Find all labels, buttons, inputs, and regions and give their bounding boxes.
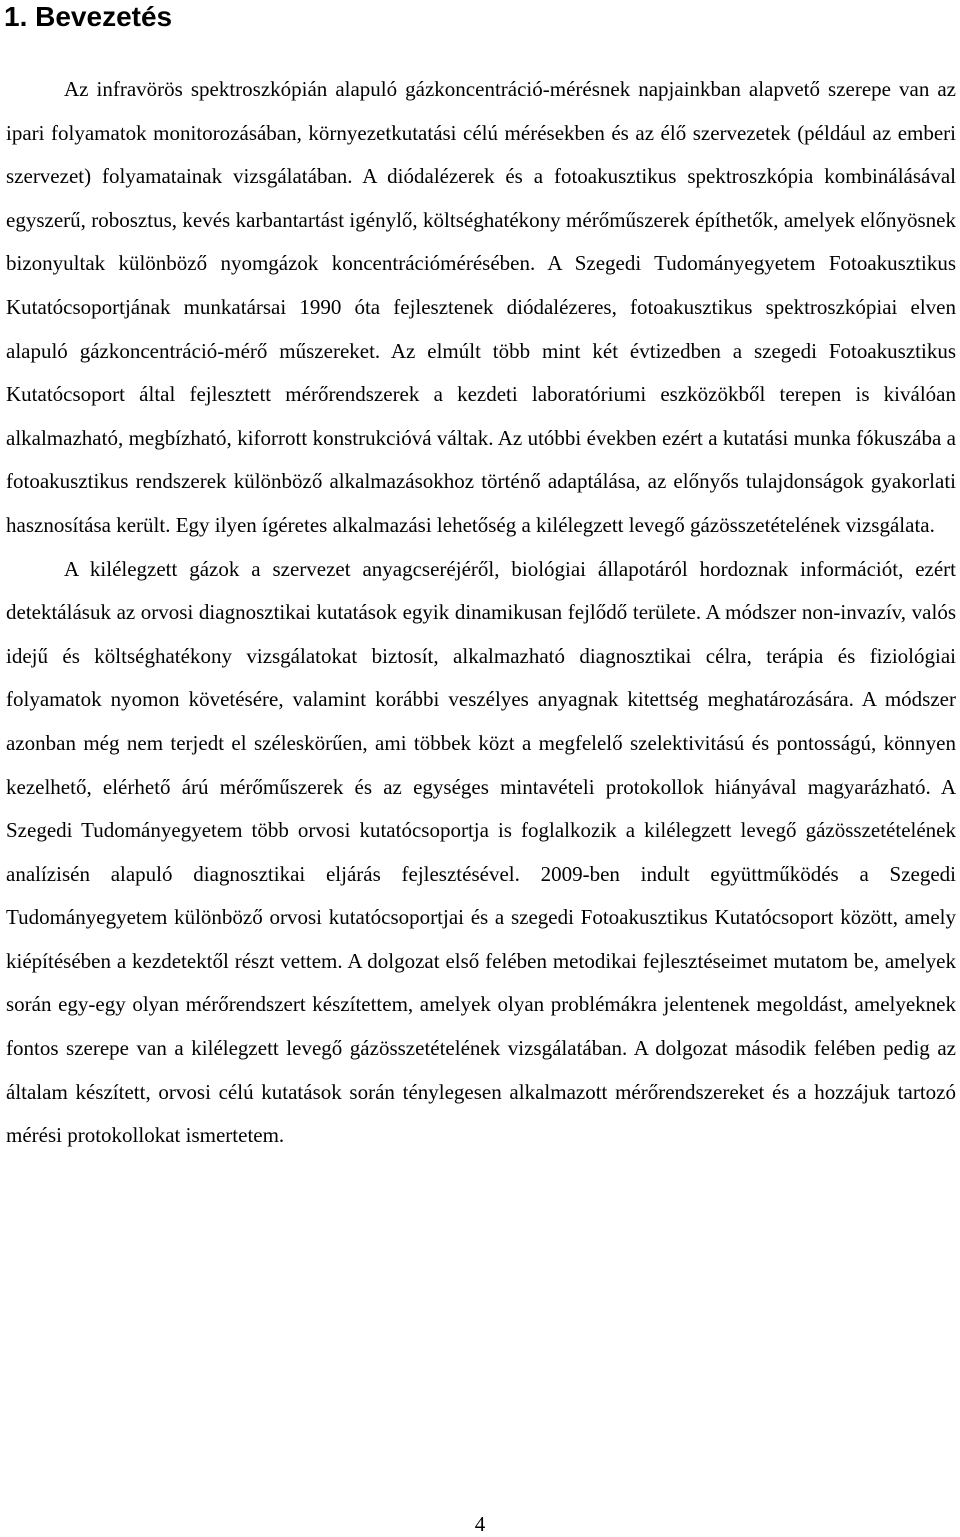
page-number: 4 [474, 1512, 486, 1536]
paragraph-1: Az infravörös spektroszkópián alapuló gázkoncentráció-mérésnek napjainkban alapvető szerepe van az ipari folyamatok monitorozásában, környezetkutatási célú mérésekben és az élő szervezetek (például az emberi szervezet) folyamatainak vizsgálatában. A diódalézerek és a fotoakusztikus spektroszkópia kombinálásával egyszerű, robosztus, kevés karbantartást igénylő, költséghatékony mérőműszerek építhetők, amelyek előnyösnek bizonyultak különböző nyomgázok koncentrációmérésében. A Szegedi Tudományegyetem Fotoakusztikus Kutatócsoportjának munkatársai 1990 óta fejlesztenek diódalézeres, fotoakusztikus spektroszkópiai elven alapuló gázkoncentráció-mérő műszereket. Az elmúlt több mint két évtizedben a szegedi Fotoakusztikus Kutatócsoport által fejlesztett mérőrendszerek a kezdeti laboratóriumi eszközökből terepen is kiválóan alkalmazható, megbízható, kiforrott konstrukcióvá váltak. Az utóbbi években ezért a kutatási munka fókuszába a fotoakusztikus rendszerek különböző alkalmazásokhoz történő adaptálása, az előnyős tulajdonságok gyakorlati hasznosítása került. Egy ilyen ígéretes alkalmazási lehetőség a kilélegzett levegő gázösszetételének vizsgálata. [6, 77, 956, 537]
section-heading: 1. Bevezetés [4, 1, 173, 32]
paragraph-2: A kilélegzett gázok a szervezet anyagcseréjéről, biológiai állapotáról hordoznak információt, ezért detektálásuk az orvosi diagnosztikai kutatások egyik dinamikusan fejlődő területe. A módszer non-invazív, valós idejű és költséghatékony vizsgálatokat biztosít, alkalmazható diagnosztikai célra, terápia és fiziológiai folyamatok nyomon követésére, valamint korábbi veszélyes anyagnak kitettség meghatározására. A módszer azonban még nem terjedt el széleskörűen, ami többek közt a megfelelő szelektivitású és pontosságú, könnyen kezelhető, elérhető árú mérőműszerek és az egységes mintavételi protokollok hiányával magyarázható. A Szegedi Tudományegyetem több orvosi kutatócsoportja is foglalkozik a kilélegzett levegő gázösszetételének analízisén alapuló diagnosztikai eljárás fejlesztésével. 2009-ben indult együttműködés a Szegedi Tudományegyetem különböző orvosi kutatócsoportjai és a szegedi Fotoakusztikus Kutatócsoport között, amely kiépítésében a kezdetektől részt vettem. A dolgozat első felében metodikai fejlesztéseimet mutatom be, amelyek során egy-egy olyan mérőrendszert készítettem, amelyek olyan problémákra jelentenek megoldást, amelyeknek fontos szerepe van a kilélegzett levegő gázösszetételének vizsgálatában. A dolgozat második felében pedig az általam készített, orvosi célú kutatások során ténylegesen alkalmazott mérőrendszereket és a hozzájuk tartozó mérési protokollokat ismertetem. [6, 556, 956, 1148]
body-text [6, 68, 956, 1158]
